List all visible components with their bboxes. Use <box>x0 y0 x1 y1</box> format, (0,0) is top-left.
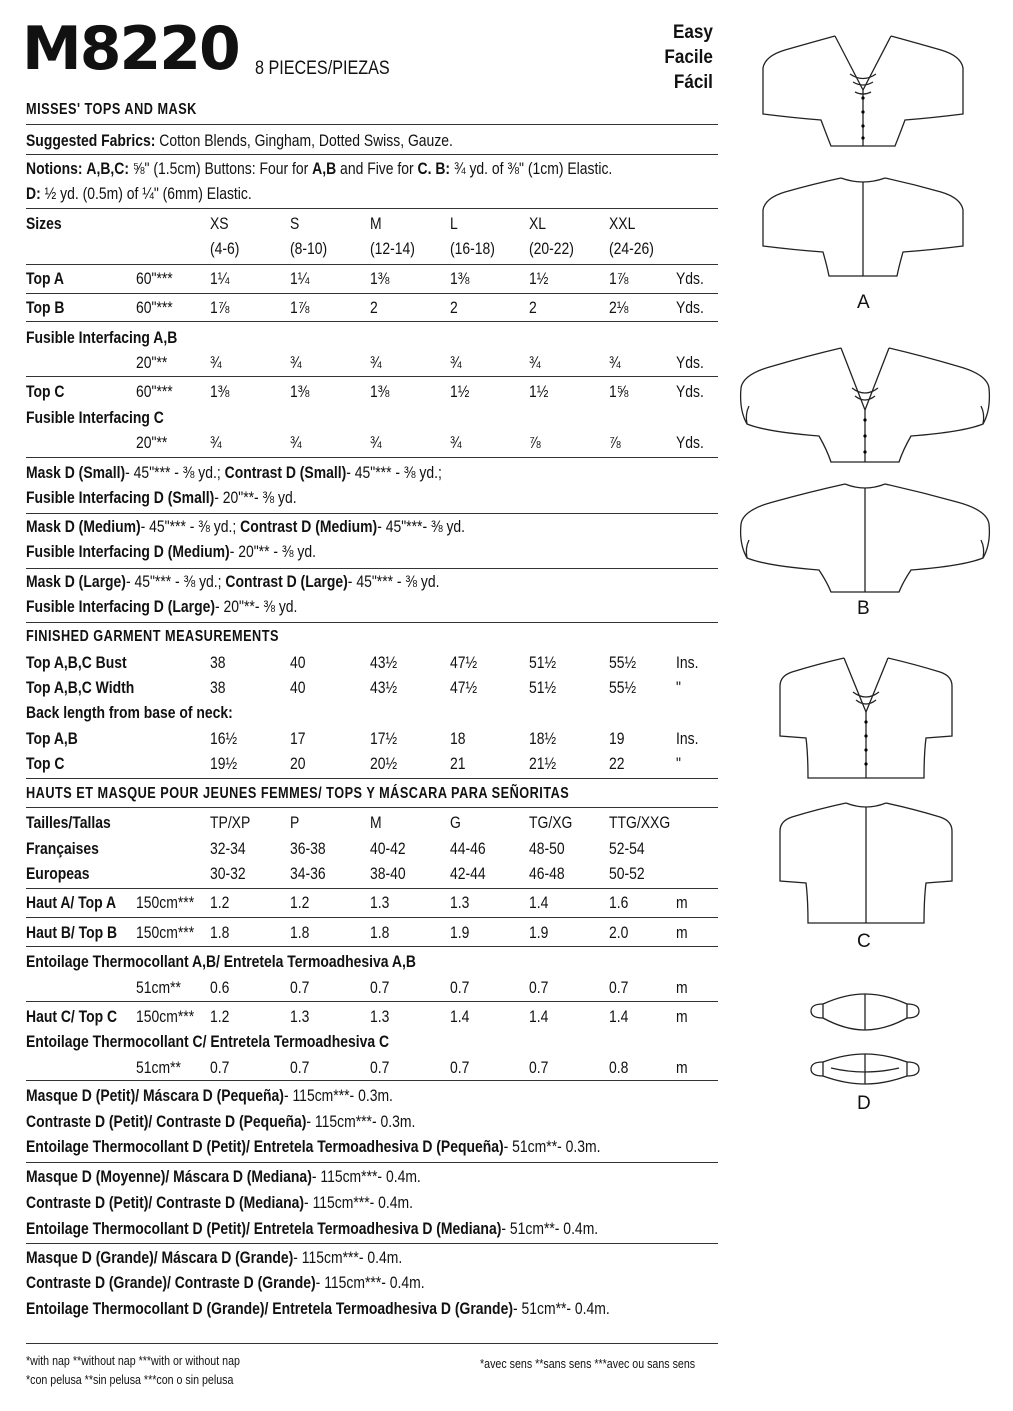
table-cell: 1⅜ <box>370 382 390 401</box>
notions-line-1: Notions: A,B,C: ⅝" (1.5cm) Buttons: Four for A,B and Five for C. B: ¾ yd. of ⅜" (1cm) Elastic. <box>26 159 613 178</box>
table-cell: 1⅞ <box>609 269 629 288</box>
table-cell: G <box>450 813 461 832</box>
size-header: XL <box>529 214 547 233</box>
table-cell: 1⅞ <box>210 298 230 317</box>
top-a-back-illustration <box>755 170 985 285</box>
top-c-back-illustration <box>770 795 970 930</box>
view-label-c: C <box>857 931 871 952</box>
table-cell: 1.2 <box>210 893 230 912</box>
table-cell: 19 <box>609 729 625 748</box>
table-cell: ¾ <box>529 353 541 372</box>
fabric-width: 60"*** <box>136 298 173 317</box>
divider <box>26 376 718 377</box>
table-cell: 1.9 <box>450 923 470 942</box>
divider <box>26 124 718 125</box>
table-cell: 1⅜ <box>450 269 470 288</box>
sizes-label: Sizes <box>26 214 62 233</box>
table-cell: 0.7 <box>210 1058 230 1077</box>
size-header: L <box>450 214 458 233</box>
divider <box>26 1001 718 1002</box>
divider <box>26 1080 718 1081</box>
table-cell: 0.7 <box>370 1058 390 1077</box>
table-cell: 1.6 <box>609 893 629 912</box>
table-cell: 18 <box>450 729 466 748</box>
mask-line: Mask D (Large)- 45"*** - ⅜ yd.; Contrast D (Large)- 45"*** - ⅜ yd. <box>26 572 440 591</box>
divider <box>26 293 718 294</box>
divider <box>26 568 718 569</box>
table-cell: 1.8 <box>290 923 310 942</box>
table-cell: 40 <box>290 678 306 697</box>
table-cell: 2.0 <box>609 923 629 942</box>
table-cell: 1.3 <box>290 1007 310 1026</box>
table-cell: P <box>290 813 300 832</box>
table-cell: 1.9 <box>529 923 549 942</box>
size-header: XXL <box>609 214 636 233</box>
table-cell: 1.8 <box>210 923 230 942</box>
table-cell: 0.7 <box>290 978 310 997</box>
difficulty <box>659 20 713 95</box>
mask-line: Mask D (Small)- 45"*** - ⅜ yd.; Contrast D (Small)- 45"*** - ⅜ yd.; <box>26 463 442 482</box>
mask-metric-line: Contraste D (Petit)/ Contraste D (Mediana)- 115cm***- 0.4m. <box>26 1193 414 1212</box>
table-cell: 1.2 <box>290 893 310 912</box>
table-cell: 50-52 <box>609 864 645 883</box>
suggested-fabrics: Suggested Fabrics: Cotton Blends, Gingham, Dotted Swiss, Gauze. <box>26 131 453 150</box>
table-cell: 0.7 <box>290 1058 310 1077</box>
table-cell: 38 <box>210 678 226 697</box>
table-cell: 40 <box>290 653 306 672</box>
difficulty-fr: Facile <box>664 47 713 68</box>
table-cell: 1.2 <box>210 1007 230 1026</box>
divider <box>26 321 718 322</box>
table-cell: 0.7 <box>529 978 549 997</box>
top-b-back-illustration <box>737 478 997 598</box>
table-cell: 55½ <box>609 653 637 672</box>
row-label: Back length from base of neck: <box>26 703 233 722</box>
table-cell: TTG/XXG <box>609 813 671 832</box>
table-cell: 16½ <box>210 729 238 748</box>
fabric-width: 150cm*** <box>136 1007 195 1026</box>
unit: m <box>676 923 688 942</box>
unit: m <box>676 1058 688 1077</box>
table-cell: 34-36 <box>290 864 326 883</box>
table-cell: ¾ <box>290 353 302 372</box>
size-range: (20-22) <box>529 239 574 258</box>
unit: Yds. <box>676 353 704 372</box>
mask-front-illustration <box>805 990 925 1035</box>
row-label: Top B <box>26 298 65 317</box>
fabric-width: 60"*** <box>136 269 173 288</box>
table-cell: 1.4 <box>529 1007 549 1026</box>
row-label: Haut B/ Top B <box>26 923 118 942</box>
notions-line-2: D: ½ yd. (0.5m) of ¼" (6mm) Elastic. <box>26 184 252 203</box>
table-cell: 43½ <box>370 653 398 672</box>
row-label: Tailles/Tallas <box>26 813 111 832</box>
mask-metric-line: Contraste D (Grande)/ Contraste D (Grande)- 115cm***- 0.4m. <box>26 1273 425 1292</box>
mask-metric-line: Masque D (Grande)/ Máscara D (Grande)- 115cm***- 0.4m. <box>26 1248 403 1267</box>
table-cell: 1⅜ <box>370 269 390 288</box>
top-c-front-illustration <box>770 650 970 785</box>
table-cell: 17½ <box>370 729 398 748</box>
table-cell: 55½ <box>609 678 637 697</box>
row-label: Haut C/ Top C <box>26 1007 118 1026</box>
table-cell: 21 <box>450 754 466 773</box>
mask-line: Mask D (Medium)- 45"*** - ⅜ yd.; Contrast D (Medium)- 45"***- ⅜ yd. <box>26 517 466 536</box>
mask-metric-line: Contraste D (Petit)/ Contraste D (Pequeña)- 115cm***- 0.3m. <box>26 1112 416 1131</box>
table-cell: ¾ <box>609 353 621 372</box>
table-cell: 1.3 <box>370 1007 390 1026</box>
table-cell: 21½ <box>529 754 557 773</box>
row-label: Top A,B <box>26 729 78 748</box>
unit: m <box>676 893 688 912</box>
footnote-es: *con pelusa **sin pelusa ***con o sin pelusa <box>26 1372 234 1387</box>
top-a-front-illustration <box>755 28 985 158</box>
divider <box>26 1162 718 1163</box>
table-cell: 2 <box>450 298 458 317</box>
divider <box>26 1243 718 1244</box>
table-cell: 1½ <box>529 382 549 401</box>
difficulty-es: Fácil <box>674 72 713 93</box>
table-cell: 20 <box>290 754 306 773</box>
table-cell: 1.4 <box>450 1007 470 1026</box>
unit: Ins. <box>676 653 699 672</box>
section-heading: FINISHED GARMENT MEASUREMENTS <box>26 628 279 645</box>
fabric-width: 51cm** <box>136 978 181 997</box>
table-cell: 1¼ <box>210 269 230 288</box>
table-cell: 1⅞ <box>290 298 310 317</box>
mask-line: Fusible Interfacing D (Medium)- 20"** - ⅜ yd. <box>26 542 316 561</box>
table-cell: 1⅝ <box>609 382 629 401</box>
fabric-width: 150cm*** <box>136 893 195 912</box>
mask-line: Fusible Interfacing D (Small)- 20"**- ⅜ yd. <box>26 488 297 507</box>
table-cell: ¾ <box>210 353 222 372</box>
table-cell: 52-54 <box>609 839 645 858</box>
pieces-count: 8 PIECES/PIEZAS <box>255 58 390 79</box>
view-label-a: A <box>857 292 870 313</box>
mask-metric-line: Entoilage Thermocollant D (Grande)/ Entretela Termoadhesiva D (Grande)- 51cm**- 0.4m. <box>26 1299 610 1318</box>
row-label: Entoilage Thermocollant A,B/ Entretela Termoadhesiva A,B <box>26 952 416 971</box>
unit: Ins. <box>676 729 699 748</box>
table-cell: ⅞ <box>529 433 541 452</box>
table-cell: 36-38 <box>290 839 326 858</box>
table-cell: 1⅜ <box>290 382 310 401</box>
fabric-width: 20"** <box>136 433 168 452</box>
unit: Yds. <box>676 269 704 288</box>
mask-line: Fusible Interfacing D (Large)- 20"**- ⅜ yd. <box>26 597 298 616</box>
divider <box>26 264 718 265</box>
table-cell: 48-50 <box>529 839 565 858</box>
pattern-number: M8220 <box>22 14 239 84</box>
footnote-fr: *avec sens **sans sens ***avec ou sans sens <box>480 1356 696 1371</box>
table-cell: 18½ <box>529 729 557 748</box>
table-cell: 30-32 <box>210 864 246 883</box>
divider <box>26 622 718 623</box>
footnote-en: *with nap **without nap ***with or without nap <box>26 1353 240 1368</box>
row-label: Top C <box>26 382 65 401</box>
table-cell: M <box>370 813 382 832</box>
mask-metric-line: Masque D (Moyenne)/ Máscara D (Mediana)- 115cm***- 0.4m. <box>26 1167 421 1186</box>
divider <box>26 917 718 918</box>
table-cell: 2⅛ <box>609 298 629 317</box>
mask-back-illustration <box>805 1050 925 1090</box>
table-cell: 2 <box>529 298 537 317</box>
table-cell: 1.3 <box>370 893 390 912</box>
unit: " <box>676 754 681 773</box>
fabric-width: 20"** <box>136 353 168 372</box>
size-header: S <box>290 214 300 233</box>
row-label: Haut A/ Top A <box>26 893 117 912</box>
top-b-front-illustration <box>737 340 997 470</box>
divider <box>26 888 718 889</box>
section-heading: HAUTS ET MASQUE POUR JEUNES FEMMES/ TOPS Y MÁSCARA PARA SEÑORITAS <box>26 785 570 802</box>
mask-metric-line: Entoilage Thermocollant D (Petit)/ Entretela Termoadhesiva D (Mediana)- 51cm**- 0.4m. <box>26 1219 599 1238</box>
table-cell: 1⅜ <box>210 382 230 401</box>
mask-metric-line: Masque D (Petit)/ Máscara D (Pequeña)- 115cm***- 0.3m. <box>26 1086 393 1105</box>
divider <box>26 154 718 155</box>
table-cell: 2 <box>370 298 378 317</box>
size-range: (8-10) <box>290 239 328 258</box>
size-range: (12-14) <box>370 239 415 258</box>
table-cell: ¾ <box>370 433 382 452</box>
table-cell: 44-46 <box>450 839 486 858</box>
unit: m <box>676 1007 688 1026</box>
row-label: Top A,B,C Bust <box>26 653 127 672</box>
table-cell: 0.7 <box>370 978 390 997</box>
divider <box>26 946 718 947</box>
table-cell: 0.8 <box>609 1058 629 1077</box>
table-cell: 40-42 <box>370 839 406 858</box>
divider <box>26 807 718 808</box>
size-range: (4-6) <box>210 239 240 258</box>
table-cell: 1.4 <box>609 1007 629 1026</box>
row-label: Fusible Interfacing A,B <box>26 328 178 347</box>
table-cell: 51½ <box>529 678 557 697</box>
row-label: Entoilage Thermocollant C/ Entretela Termoadhesiva C <box>26 1032 390 1051</box>
table-cell: 0.6 <box>210 978 230 997</box>
table-cell: 1½ <box>529 269 549 288</box>
table-cell: 1½ <box>450 382 470 401</box>
table-cell: 38 <box>210 653 226 672</box>
table-cell: 0.7 <box>609 978 629 997</box>
unit: Yds. <box>676 382 704 401</box>
row-label: Top C <box>26 754 65 773</box>
table-cell: 1.3 <box>450 893 470 912</box>
table-cell: ¾ <box>290 433 302 452</box>
view-label-d: D <box>857 1093 871 1114</box>
table-cell: 38-40 <box>370 864 406 883</box>
table-cell: 51½ <box>529 653 557 672</box>
table-cell: 1.4 <box>529 893 549 912</box>
table-cell: 19½ <box>210 754 238 773</box>
table-cell: TG/XG <box>529 813 573 832</box>
table-cell: ¾ <box>210 433 222 452</box>
unit: " <box>676 678 681 697</box>
table-cell: TP/XP <box>210 813 251 832</box>
table-cell: 32-34 <box>210 839 246 858</box>
table-cell: 46-48 <box>529 864 565 883</box>
table-cell: 22 <box>609 754 625 773</box>
table-cell: ¾ <box>450 353 462 372</box>
table-cell: 42-44 <box>450 864 486 883</box>
row-label: Fusible Interfacing C <box>26 408 164 427</box>
view-label-b: B <box>857 598 870 619</box>
table-cell: 47½ <box>450 678 478 697</box>
table-cell: ¾ <box>370 353 382 372</box>
row-label: Europeas <box>26 864 90 883</box>
table-cell: 17 <box>290 729 306 748</box>
table-cell: ⅞ <box>609 433 621 452</box>
table-cell: 47½ <box>450 653 478 672</box>
size-header: M <box>370 214 382 233</box>
difficulty-en: Easy <box>673 22 713 43</box>
table-cell: ¾ <box>450 433 462 452</box>
table-cell: 0.7 <box>450 1058 470 1077</box>
row-label: Top A,B,C Width <box>26 678 135 697</box>
divider <box>26 457 718 458</box>
size-header: XS <box>210 214 229 233</box>
fabric-width: 60"*** <box>136 382 173 401</box>
divider <box>26 778 718 779</box>
size-range: (16-18) <box>450 239 495 258</box>
mask-metric-line: Entoilage Thermocollant D (Petit)/ Entretela Termoadhesiva D (Pequeña)- 51cm**- 0.3m. <box>26 1137 601 1156</box>
divider <box>26 513 718 514</box>
table-cell: 20½ <box>370 754 398 773</box>
page-title: MISSES' TOPS AND MASK <box>26 101 197 118</box>
table-cell: 43½ <box>370 678 398 697</box>
fabric-width: 51cm** <box>136 1058 181 1077</box>
size-range: (24-26) <box>609 239 654 258</box>
divider <box>26 1343 718 1344</box>
table-cell: 1¼ <box>290 269 310 288</box>
row-label: Top A <box>26 269 64 288</box>
unit: Yds. <box>676 298 704 317</box>
fabric-width: 150cm*** <box>136 923 195 942</box>
table-cell: 0.7 <box>450 978 470 997</box>
unit: m <box>676 978 688 997</box>
unit: Yds. <box>676 433 704 452</box>
row-label: Françaises <box>26 839 99 858</box>
table-cell: 0.7 <box>529 1058 549 1077</box>
table-cell: 1.8 <box>370 923 390 942</box>
divider <box>26 208 718 209</box>
